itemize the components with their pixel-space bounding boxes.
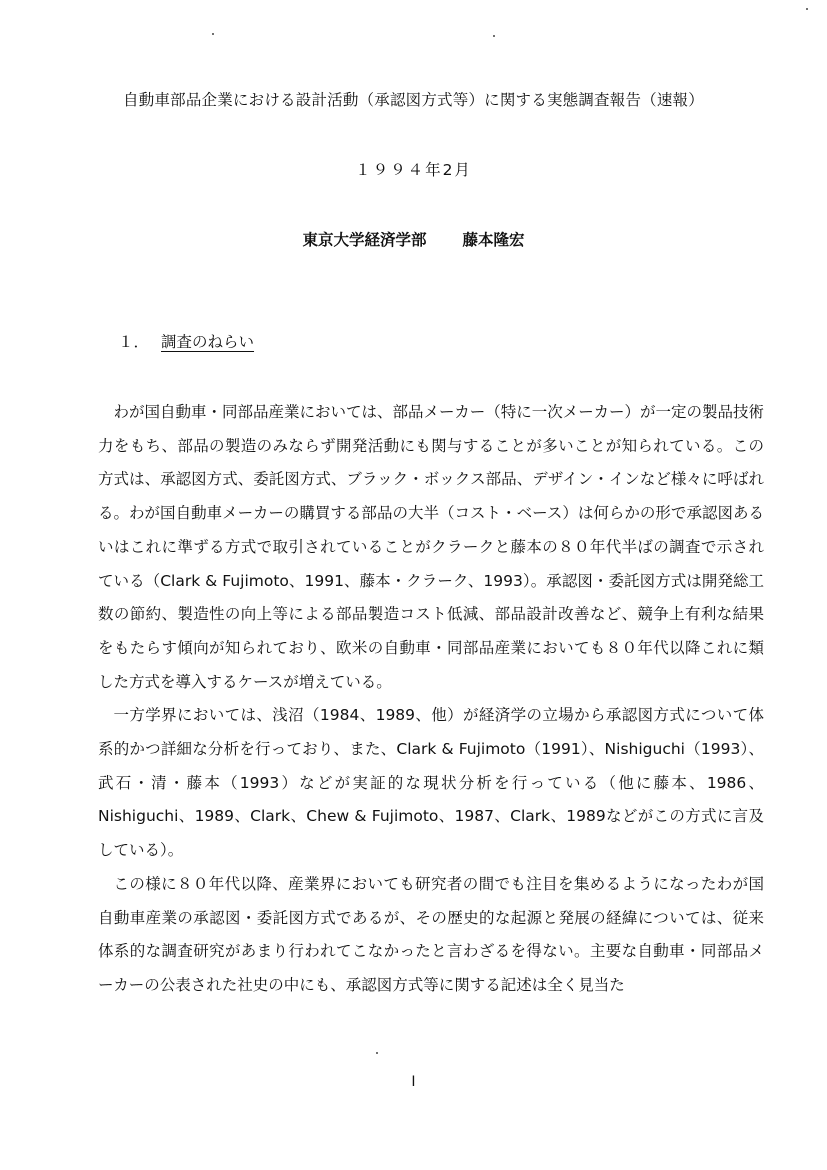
paragraph: 一方学界においては、浅沼（1984、1989、他）が経済学の立場から承認図方式について体系的かつ詳細な分析を行っており、また、Clark & Fujimoto（1991）、Nishiguchi（1993）、武石・清・藤本（1993）などが実証的な現状分析を行っている（他に藤本、1986、Nishiguchi、1989、Clark、Chew & Fujimoto、1987、Clark、1989などがこの方式に言及している）。: [98, 706, 764, 860]
page-number: I: [411, 1074, 416, 1090]
author-affiliation: 東京大学経済学部: [302, 231, 427, 249]
section-heading: [118, 330, 254, 352]
document-title: 自動車部品企業における設計活動（承認図方式等）に関する実態調査報告（速報）: [123, 91, 704, 109]
section-title: 調査のねらい: [161, 333, 255, 351]
document-date: １９９４年2月: [355, 161, 472, 179]
scan-speck: [493, 35, 495, 37]
paragraph: わが国自動車・同部品産業においては、部品メーカー（特に一次メーカー）が一定の製品技術力をもち、部品の製造のみならず開発活動にも関与することが多いことが知られている。この方式は、承認図方式、委託図方式、ブラック・ボックス部品、デザイン・インなど様々に呼ばれる。わが国自動車メーカーの購買する部品の大半（コスト・ベース）は何らかの形で承認図あるいはこれに準ずる方式で取引されていることがクラークと藤本の８０年代半ばの調査で示されている（Clark & Fujimoto、1991、藤本・クラーク、1993）。承認図・委託図方式は開発総工数の節約、製造性の向上等による部品製造コスト低減、部品設計改善など、競争上有利な結果をもたらす傾向が知られており、欧米の自動車・同部品産業においても８０年代以降これに類した方式を導入するケースが増えている。: [98, 403, 764, 691]
author-name: 藤本隆宏: [462, 231, 525, 249]
scan-speck: [376, 1052, 378, 1054]
scan-speck: [806, 8, 808, 10]
author-line: [0, 228, 827, 250]
paragraph: この様に８０年代以降、産業界においても研究者の間でも注目を集めるようになったわが国自動車産業の承認図・委託図方式であるが、その歴史的な起源と発展の経緯については、従来体系的な調査研究があまり行われてこなかったと言わざるを得ない。主要な自動車・同部品メーカーの公表された社史の中にも、承認図方式等に関する記述は全く見当た: [98, 874, 764, 994]
section-number: １．: [118, 333, 150, 351]
scan-speck: [212, 33, 214, 35]
body-text: [98, 396, 764, 1003]
